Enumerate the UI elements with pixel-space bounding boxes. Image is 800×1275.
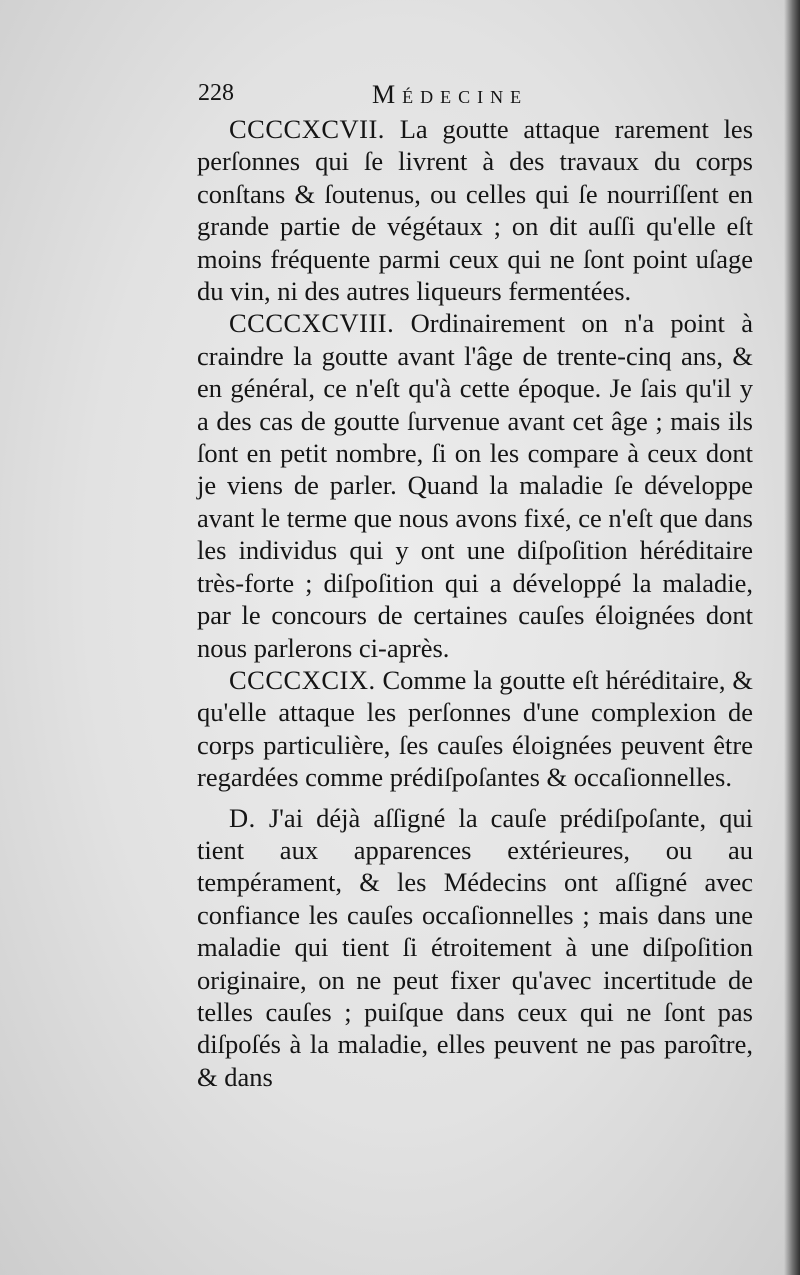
paragraph-text: J'ai déjà aſſigné la cauſe prédiſpoſante, qui tient aux apparences extérieures, ou au tempérament, & les Médecins ont aſſigné avec confiance les cauſes occaſionnelles ; mais dans une maladie qui tient ſi étroitement à une diſpoſition originaire, on ne peut fixer qu'avec incertitude de telles cauſes ; puiſque dans ceux qui ne ſont pas diſpoſés à la maladie, elles peuvent ne pas paroître, & dans [197,802,754,1092]
paragraph-cccxcviii [197,307,753,663]
paragraph-number: CCCCXCVII. [229,114,385,144]
paragraph-cccxcix [197,664,753,794]
paragraph-cccxcvii [197,113,753,307]
paragraph-number: D. [229,802,256,833]
page-header [198,80,758,116]
body-text [197,113,753,1093]
paragraph-text: La goutte attaque rarement les perſonnes qui ſe livrent à des travaux du corps conſtans & ſoutenus, ou celles qui ſe nourriſſent en grande partie de végétaux ; on dit auſſi qu'elle eſt moins fréquente parmi ceux qui ne ſont point uſage du vin, ni des autres liqueurs fermentées. [197,114,754,307]
paragraph-text: Comme la goutte eſt héréditaire, & qu'elle attaque les perſonnes d'une complexion de corps particulière, ſes cauſes éloignées peuvent être regardées comme prédiſpoſantes & occaſionnelles. [197,664,753,793]
page-number: 228 [198,80,234,106]
paragraph-number: CCCCXCIX. [229,664,376,695]
running-head: Médecine [372,80,529,109]
paragraph-number: CCCCXCVIII. [229,308,395,339]
paragraph-text: Ordinairement on n'a point à craindre la goutte avant l'âge de trente-cinq ans, & en général, ce n'eſt qu'à cette époque. Je ſais qu'il y a des cas de goutte ſurvenue avant cet âge ; mais ils ſont en petit nombre, ſi on les compare à ceux dont je viens de parler. Quand la maladie ſe développe avant le terme que nous avons fixé, ce n'eſt que dans les individus qui y ont une diſpoſition héréditaire très-forte ; diſpoſition qui a développé la maladie, par le concours de certaines cauſes éloignées dont nous parlerons ci-après. [197,308,754,663]
page-gutter-shadow [784,0,800,1275]
paragraph-d [197,802,753,1094]
